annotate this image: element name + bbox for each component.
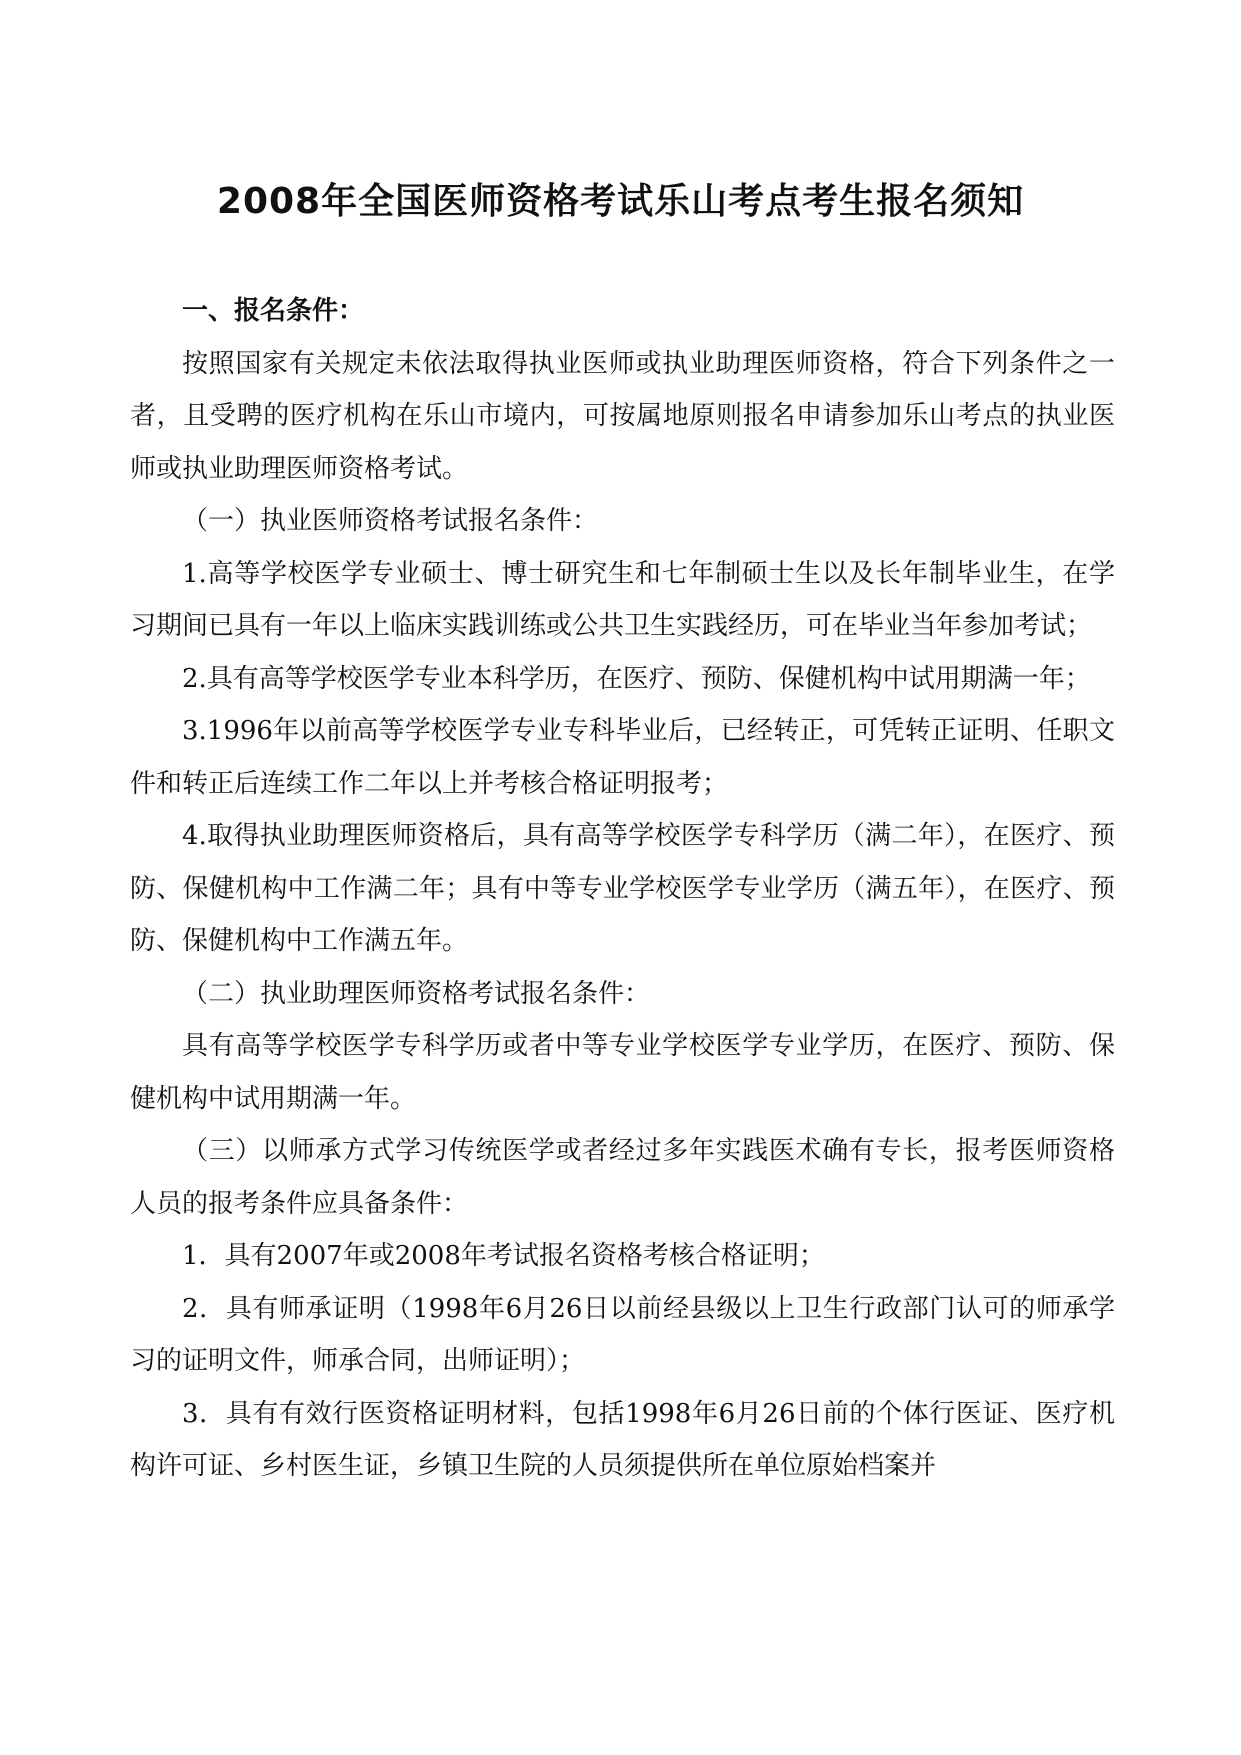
traditional-condition-item-2: 2．具有师承证明（1998年6月26日以前经县级以上卫生行政部门认可的师承学习的证明文件，师承合同，出师证明）； bbox=[130, 1293, 1115, 1376]
document-title: 2008年全国医师资格考试乐山考点考生报名须知 bbox=[216, 181, 1025, 222]
document-body bbox=[130, 285, 1115, 1493]
condition-item-2: 2.具有高等学校医学专业本科学历，在医疗、预防、保健机构中试用期满一年； bbox=[182, 663, 1091, 694]
subheading-assistant-physician: （二）执业助理医师资格考试报名条件： bbox=[182, 978, 651, 1009]
assistant-condition: 具有高等学校医学专科学历或者中等专业学校医学专业学历，在医疗、预防、保健机构中试用期满一年。 bbox=[130, 1031, 1115, 1114]
condition-item-3: 3.1996年以前高等学校医学专业专科毕业后，已经转正，可凭转正证明、任职文件和转正后连续工作二年以上并考核合格证明报考； bbox=[130, 716, 1115, 799]
condition-item-4: 4.取得执业助理医师资格后，具有高等学校医学专科学历（满二年），在医疗、预防、保健机构中工作满二年；具有中等专业学校医学专业学历（满五年），在医疗、预防、保健机构中工作满五年。 bbox=[130, 821, 1115, 956]
condition-item-1: 1.高等学校医学专业硕士、博士研究生和七年制硕士生以及长年制毕业生，在学习期间已具有一年以上临床实践训练或公共卫生实践经历，可在毕业当年参加考试； bbox=[130, 558, 1115, 641]
subheading-practicing-physician: （一）执业医师资格考试报名条件： bbox=[182, 506, 599, 536]
traditional-condition-item-3: 3．具有有效行医资格证明材料，包括1998年6月26日前的个体行医证、医疗机构许可证、乡村医生证，乡镇卫生院的人员须提供所在单位原始档案并 bbox=[130, 1398, 1115, 1481]
paragraph-intro: 按照国家有关规定未依法取得执业医师或执业助理医师资格，符合下列条件之一者，且受聘的医疗机构在乐山市境内，可按属地原则报名申请参加乐山考点的执业医师或执业助理医师资格考试。 bbox=[130, 348, 1115, 484]
section-heading-registration-conditions: 一、报名条件： bbox=[182, 296, 365, 326]
traditional-condition-item-1: 1．具有2007年或2008年考试报名资格考核合格证明； bbox=[182, 1241, 825, 1271]
subheading-traditional-medicine: （三）以师承方式学习传统医学或者经过多年实践医术确有专长，报考医师资格人员的报考条件应具备条件： bbox=[130, 1136, 1115, 1219]
